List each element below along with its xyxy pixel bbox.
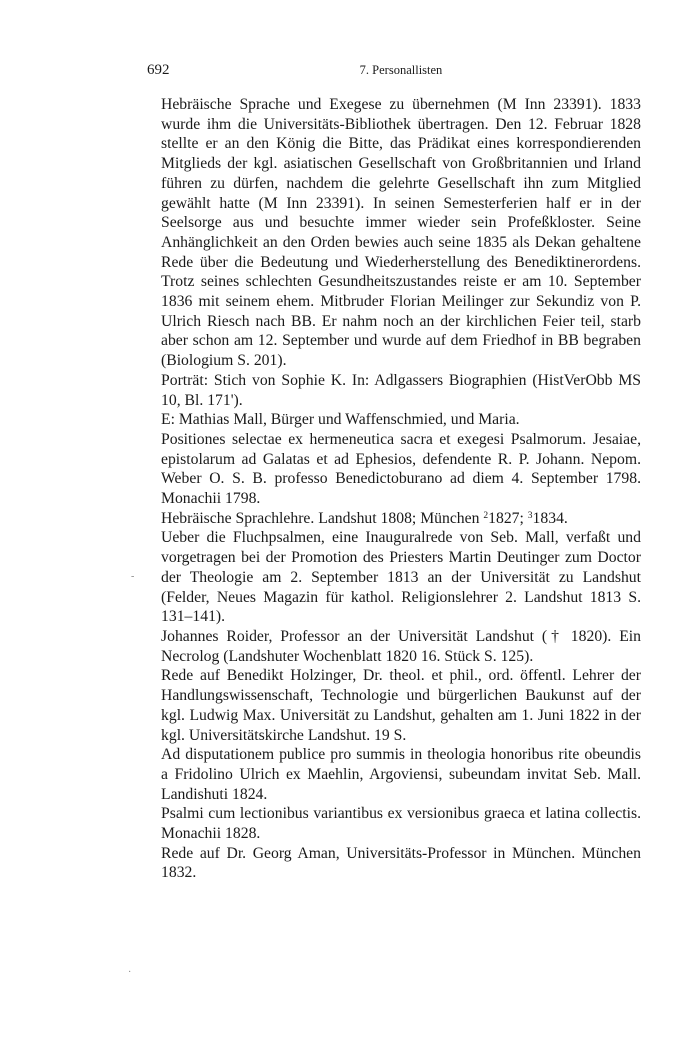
sprachlehre-text-start: Hebräische Sprachlehre. Landshut 1808; München [161,509,484,527]
bibliography-entry-roider: Johannes Roider, Professor an der Universität Landshut († 1820). Ein Necrolog (Landshuter Wochenblatt 1820 16. Stück S. 125). [161,627,641,665]
bibliography-entry-fluchpsalmen: Ueber die Fluchpsalmen, eine Inauguralrede von Seb. Mall, verfaßt und vorgetragen bei der Promotion des Priesters Martin Deutinger zum Doctor der Theologie am 2. September 1813 an der Universität zu Landshut (Felder, Neues Magazin für kathol. Religionslehrer 2. Landshut 1813 S. 131–141). [161,529,641,626]
running-header: 7. Personallisten [359,63,443,77]
bibliography-entry-psalmi: Psalmi cum lectionibus variantibus ex versionibus graeca et latina collectis. Monachii 1828. [161,805,641,843]
margin-mark: · [128,967,132,978]
bibliography-entry-disputationem: Ad disputationem publice pro summis in theologia honoribus rite obeundis a Fridolino Ulrich ex Maehlin, Argoviensi, subeundam invitat Seb. Mall. Landishuti 1824. [161,746,641,803]
bibliography-entry-positiones: Positiones selectae ex hermeneutica sacra et exegesi Psalmorum. Jesaiae, epistolarum ad Galatas et ad Ephesios, defendente R. P. Johann. Nepom. Weber O. S. B. professo Benedictoburano ad diem 4. September 1798. Monachii 1798. [161,430,641,508]
sprachlehre-text-end: 1834. [532,509,568,527]
bibliography-entry-holzinger: Rede auf Benedikt Holzinger, Dr. theol. et phil., ord. öffentl. Lehrer der Handlungswissenschaft, Technologie und bürgerlichen Baukunst auf der kgl. Ludwig Max. Universität zu Landshut, gehalten am 1. Juni 1822 in der kgl. Universitätskirche Landshut. 19 S. [161,667,641,744]
paragraph-parents: E: Mathias Mall, Bürger und Waffenschmied, und Maria. [161,411,520,429]
body-text [161,95,641,883]
bibliography-entry-sprachlehre [161,509,641,529]
edition-superscript-3: 3 [527,510,533,521]
page-number: 692 [147,62,170,78]
edition-superscript-2: 2 [483,510,489,521]
margin-mark: - [131,571,135,582]
sprachlehre-text-middle: 1827; [488,509,528,527]
paragraph-biography: Hebräische Sprache und Exegese zu übernehmen (M Inn 23391). 1833 wurde ihm die Universitäts-Bibliothek übertragen. Den 12. Februar 1828 stellte er an den König die Bitte, das Prädikat eines korrespondierenden Mitglieds der kgl. asiatischen Gesellschaft von Großbritannien und Irland führen zu dürfen, nachdem die gelehrte Gesellschaft ihn zum Mitglied gewählt hatte (M Inn 23391). In seinen Semesterferien half er in der Seelsorge aus und besuchte immer wieder sein Profeßkloster. Seine Anhänglichkeit an den Orden bewies auch seine 1835 als Dekan gehaltene Rede über die Bedeutung und Wiederherstellung des Benediktinerordens. Trotz seines schlechten Gesundheitszustandes reiste er am 10. September 1836 mit seinem ehem. Mitbruder Florian Meilinger zur Sekundiz von P. Ulrich Riesch nach BB. Er nahm noch an der kirchlichen Feier teil, starb aber schon am 12. September und wurde auf dem Friedhof in BB begraben (Biologium S. 201). [161,96,641,370]
bibliography-entry-aman: Rede auf Dr. Georg Aman, Universitäts-Professor in München. München 1832. [161,844,641,882]
paragraph-portrait: Porträt: Stich von Sophie K. In: Adlgassers Biographien (HistVerObb MS 10, Bl. 171'). [161,371,641,409]
